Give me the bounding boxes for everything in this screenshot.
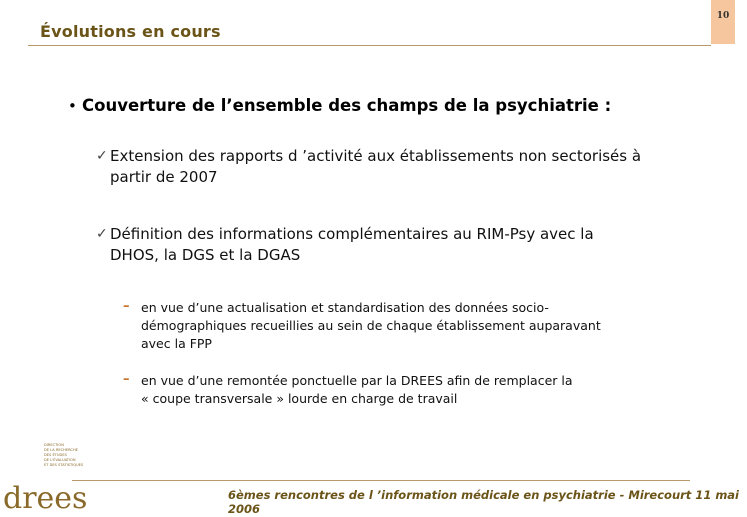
- sub-item-line: en vue d’une actualisation et standardisation des données socio-: [141, 300, 549, 315]
- page-number-tab: [711, 0, 735, 44]
- logo-side-line: DE LA RECHERCHE: [44, 448, 78, 452]
- slide-title: Évolutions en cours: [40, 22, 221, 41]
- sub-item-line: « coupe transversale » lourde en charge de travail: [141, 391, 458, 406]
- logo-side-line: DES ÉTUDES: [44, 453, 67, 457]
- logo-side-line: DE L'ÉVALUATION: [44, 458, 76, 462]
- drees-logo: [2, 440, 88, 517]
- dash-bullet-icon: –: [123, 372, 130, 387]
- sub-item-line: démographiques recueillies au sein de chaque établissement auparavant: [141, 318, 601, 333]
- dash-bullet-icon: –: [123, 299, 130, 314]
- page-number: 10: [716, 11, 730, 21]
- header-divider: [28, 45, 711, 46]
- heading-bullet-icon: •: [68, 97, 77, 115]
- logo-wordmark: drees: [3, 481, 88, 516]
- list-item-line: Extension des rapports d ’activité aux établissements non sectorisés à: [110, 147, 642, 165]
- logo-side-line: DIRECTION: [44, 443, 64, 447]
- footer-divider: [72, 480, 690, 481]
- footer-caption: 6èmes rencontres de l ’information médicale en psychiatrie - Mirecourt 11 mai 2006: [228, 488, 740, 516]
- sub-item-line: en vue d’une remontée ponctuelle par la DREES afin de remplacer la: [141, 373, 573, 388]
- logo-side-line: ET DES STATISTIQUES: [44, 463, 84, 467]
- list-item-line: partir de 2007: [110, 168, 218, 186]
- checkmark-icon: ✓: [96, 148, 108, 164]
- list-item-line: DHOS, la DGS et la DGAS: [110, 246, 301, 264]
- list-item-line: Définition des informations complémentaires au RIM-Psy avec la: [110, 225, 594, 243]
- main-heading: Couverture de l’ensemble des champs de la psychiatrie :: [82, 96, 612, 115]
- checkmark-icon: ✓: [96, 226, 108, 242]
- sub-item-line: avec la FPP: [141, 336, 212, 351]
